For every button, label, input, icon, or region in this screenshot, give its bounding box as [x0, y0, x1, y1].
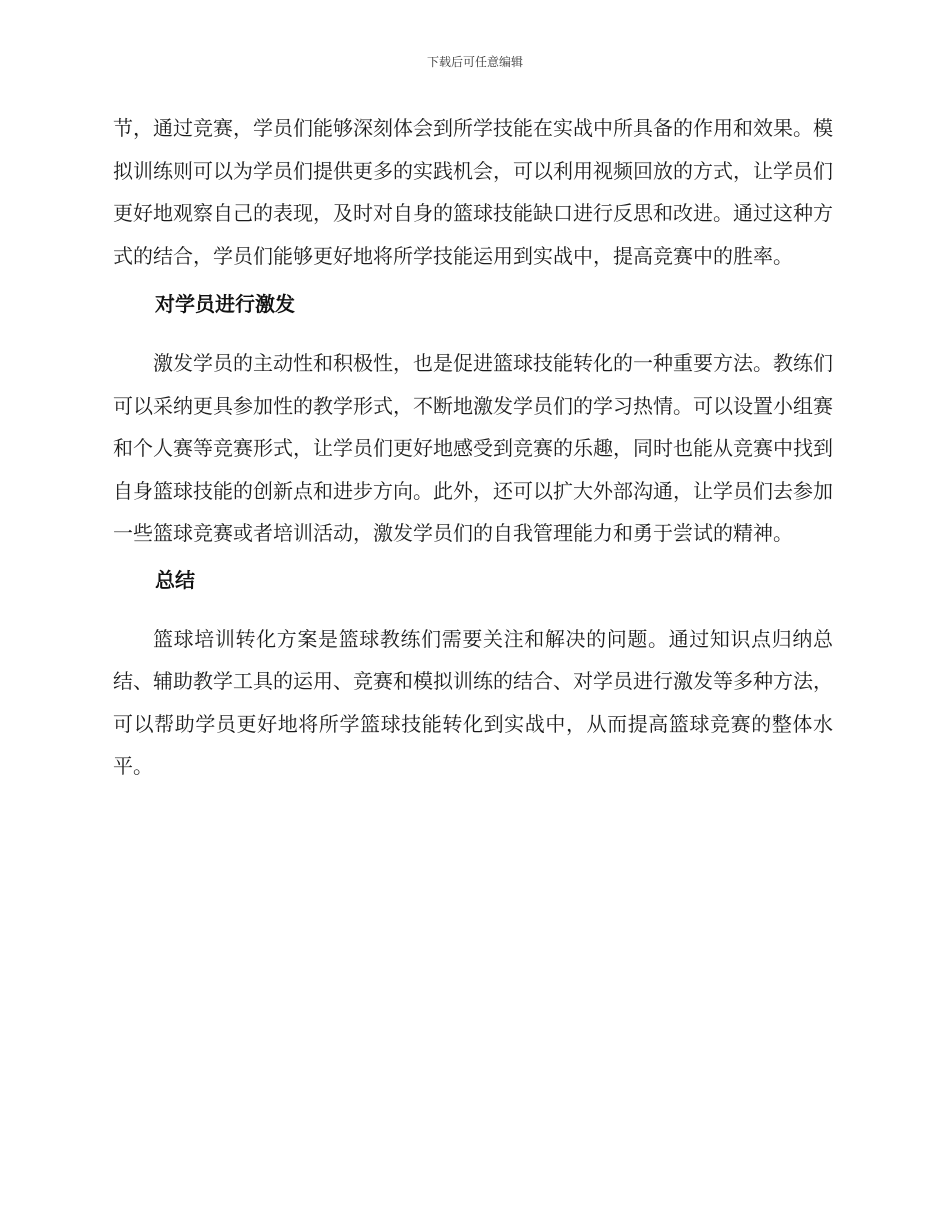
intro-paragraph: 节，通过竞赛，学员们能够深刻体会到所学技能在实战中所具备的作用和效果。模拟训练则可以为学员们提供更多的实践机会，可以利用视频回放的方式，让学员们更好地观察自己的表现，及时对自身的篮球技能缺口进行反思和改进。通过这种方式的结合，学员们能够更好地将所学技能运用到实战中，提高竞赛中的胜率。 — [113, 116, 833, 268]
section-heading: 对学员进行激发 — [155, 292, 295, 316]
page-header: 下载后可任意编辑 — [426, 55, 523, 69]
section-paragraph: 篮球培训转化方案是篮球教练们需要关注和解决的问题。通过知识点归纳总结、辅助教学工具的运用、竞赛和模拟训练的结合、对学员进行激发等多种方法，可以帮助学员更好地将所学篮球技能转化到实战中，从而提高篮球竞赛的整体水平。 — [113, 626, 833, 778]
section-summary — [113, 565, 833, 788]
document-body — [113, 107, 833, 798]
section-motivation — [113, 289, 833, 555]
section-heading: 总结 — [155, 567, 195, 592]
section-paragraph: 激发学员的主动性和积极性，也是促进篮球技能转化的一种重要方法。教练们可以采纳更具参加性的教学形式，不断地激发学员们的学习热情。可以设置小组赛和个人赛等竞赛形式，让学员们更好地感受到竞赛的乐趣，同时也能从竞赛中找到自身篮球技能的创新点和进步方向。此外，还可以扩大外部沟通，让学员们去参加一些篮球竞赛或者培训活动，激发学员们的自我管理能力和勇于尝试的精神。 — [113, 351, 833, 545]
